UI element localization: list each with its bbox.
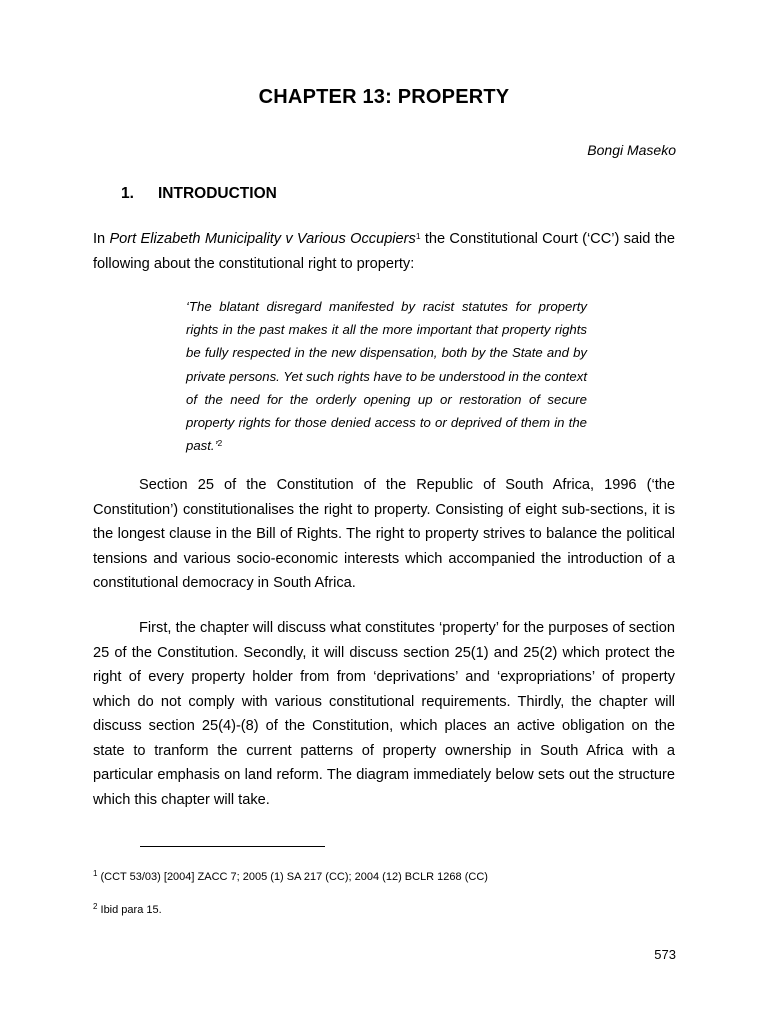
footnote-number: 2 (93, 902, 98, 911)
footnote-separator (140, 846, 325, 847)
footnote-ref-2: 2 (217, 438, 223, 449)
case-name: Port Elizabeth Municipality v Various Occupiers (109, 231, 416, 247)
section-number: 1. (121, 185, 134, 202)
footnote-number: 1 (93, 869, 98, 878)
chapter-title: CHAPTER 13: PROPERTY (258, 86, 510, 108)
block-quote (186, 295, 587, 457)
footnote-1 (93, 871, 488, 883)
intro-paragraph (93, 227, 675, 276)
footnote-ref-1: 1 (415, 231, 421, 241)
body-paragraph-2: First, the chapter will discuss what constitutes ‘property’ for the purposes of section 25 of the Constitution. Secondly, it will discuss section 25(1) and 25(2) which protect the right of every property holder from from ‘deprivations’ and ‘expropriations’ of property which do not comply with various constitutional requirements. Thirdly, the chapter will discuss section 25(4)-(8) of the Constitution, which places an active obligation on the state to tranform the current patterns of property ownership in South Africa with a particular emphasis on land reform. The diagram immediately below sets out the structure which this chapter will take. (93, 620, 675, 808)
intro-text-before: In (93, 231, 110, 247)
footnote-2 (93, 904, 162, 916)
author-name: Bongi Maseko (587, 142, 676, 158)
section-heading (121, 185, 277, 203)
footnote-text: Ibid para 15. (97, 904, 162, 916)
quote-text: ‘The blatant disregard manifested by racist statutes for property rights in the past makes it all the more important that property rights be fully respected in the new dispensation, both by the State and by private persons. Yet such rights have to be understood in the context of the need for the orderly opening up or restoration of secure property rights for those denied access to or deprived of them in the past.’ (186, 299, 587, 454)
body-paragraph-1: Section 25 of the Constitution of the Republic of South Africa, 1996 (‘the Constitution’) constitutionalises the right to property. Consisting of eight sub-sections, it is the longest clause in the Bill of Rights. The right to property strives to balance the political tensions and various socio-economic interests which accompanied the introduction of a constitutional democracy in South Africa. (93, 477, 675, 591)
section-title: INTRODUCTION (158, 185, 277, 202)
intro-text-after: the Constitutional Court (‘CC’) said the following about the constitutional right to property: (93, 231, 675, 272)
footnote-text: (CCT 53/03) [2004] ZACC 7; 2005 (1) SA 217 (CC); 2004 (12) BCLR 1268 (CC) (97, 871, 488, 883)
page-number: 573 (654, 947, 676, 962)
